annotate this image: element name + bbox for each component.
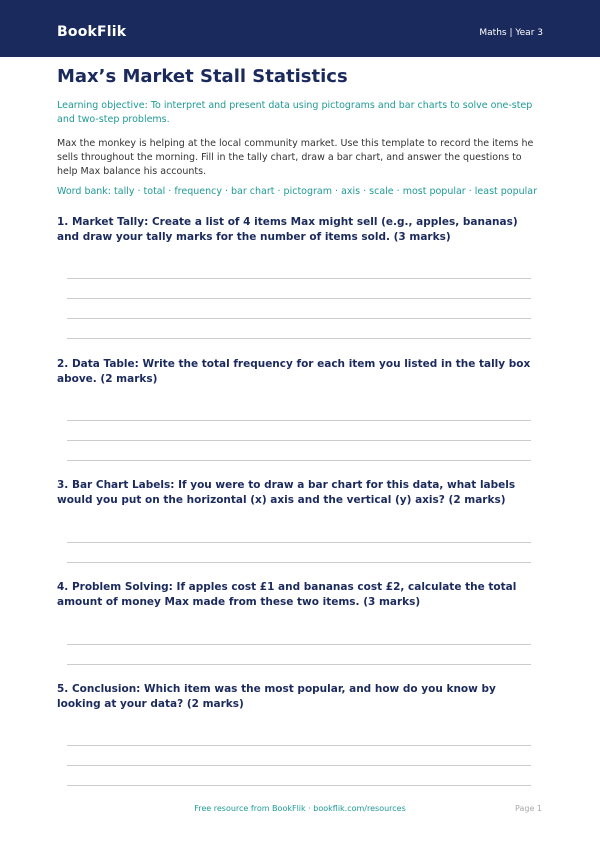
question-3-text: 3. Bar Chart Labels: If you were to draw a bar chart for this data, what labels would you put on the horizontal (x) axis and the vertical (y) axis? (2 marks) bbox=[57, 479, 516, 506]
answer-line[interactable] bbox=[67, 298, 531, 299]
question-2 bbox=[57, 357, 543, 387]
answer-line[interactable] bbox=[67, 420, 531, 421]
question-5 bbox=[57, 682, 543, 712]
answer-line[interactable] bbox=[67, 664, 531, 665]
footer-resource-link[interactable]: Free resource from BookFlik · bookflik.com/resources bbox=[194, 804, 406, 813]
subject-year-label: Maths | Year 3 bbox=[479, 28, 543, 38]
question-5-text: 5. Conclusion: Which item was the most popular, and how do you know by looking at your data? (2 marks) bbox=[57, 683, 496, 710]
question-2-text: 2. Data Table: Write the total frequency for each item you listed in the tally box above. (2 marks) bbox=[57, 358, 531, 385]
question-4 bbox=[57, 580, 543, 610]
question-1-text: 1. Market Tally: Create a list of 4 items Max might sell (e.g., apples, bananas) and draw your tally marks for the number of items sold. (3 marks) bbox=[57, 216, 518, 243]
answer-line[interactable] bbox=[67, 318, 531, 319]
answer-line[interactable] bbox=[67, 440, 531, 441]
word-bank: Word bank: tally · total · frequency · bar chart · pictogram · axis · scale · most popular · least popular bbox=[57, 186, 538, 197]
answer-line[interactable] bbox=[67, 644, 531, 645]
question-1 bbox=[57, 215, 543, 245]
answer-line[interactable] bbox=[67, 278, 531, 279]
question-3 bbox=[57, 478, 543, 508]
intro-paragraph: Max the monkey is helping at the local community market. Use this template to record the items he sells throughout the morning. Fill in the tally chart, draw a bar chart, and answer the questions to help Max balance his accounts. bbox=[57, 138, 534, 177]
brand-logo[interactable]: BookFlik bbox=[57, 24, 127, 40]
answer-line[interactable] bbox=[67, 785, 531, 786]
answer-line[interactable] bbox=[67, 562, 531, 563]
answer-line[interactable] bbox=[67, 542, 531, 543]
page-number: Page 1 bbox=[515, 804, 542, 813]
learning-objective: Learning objective: To interpret and present data using pictograms and bar charts to solve one-step and two-step problems. bbox=[57, 100, 533, 125]
answer-line[interactable] bbox=[67, 338, 531, 339]
answer-line[interactable] bbox=[67, 765, 531, 766]
answer-line[interactable] bbox=[67, 745, 531, 746]
answer-line[interactable] bbox=[67, 460, 531, 461]
question-4-text: 4. Problem Solving: If apples cost £1 and bananas cost £2, calculate the total amount of money Max made from these two items. (3 marks) bbox=[57, 581, 517, 608]
header-bar bbox=[0, 0, 600, 57]
page-title: Max’s Market Stall Statistics bbox=[57, 66, 348, 87]
